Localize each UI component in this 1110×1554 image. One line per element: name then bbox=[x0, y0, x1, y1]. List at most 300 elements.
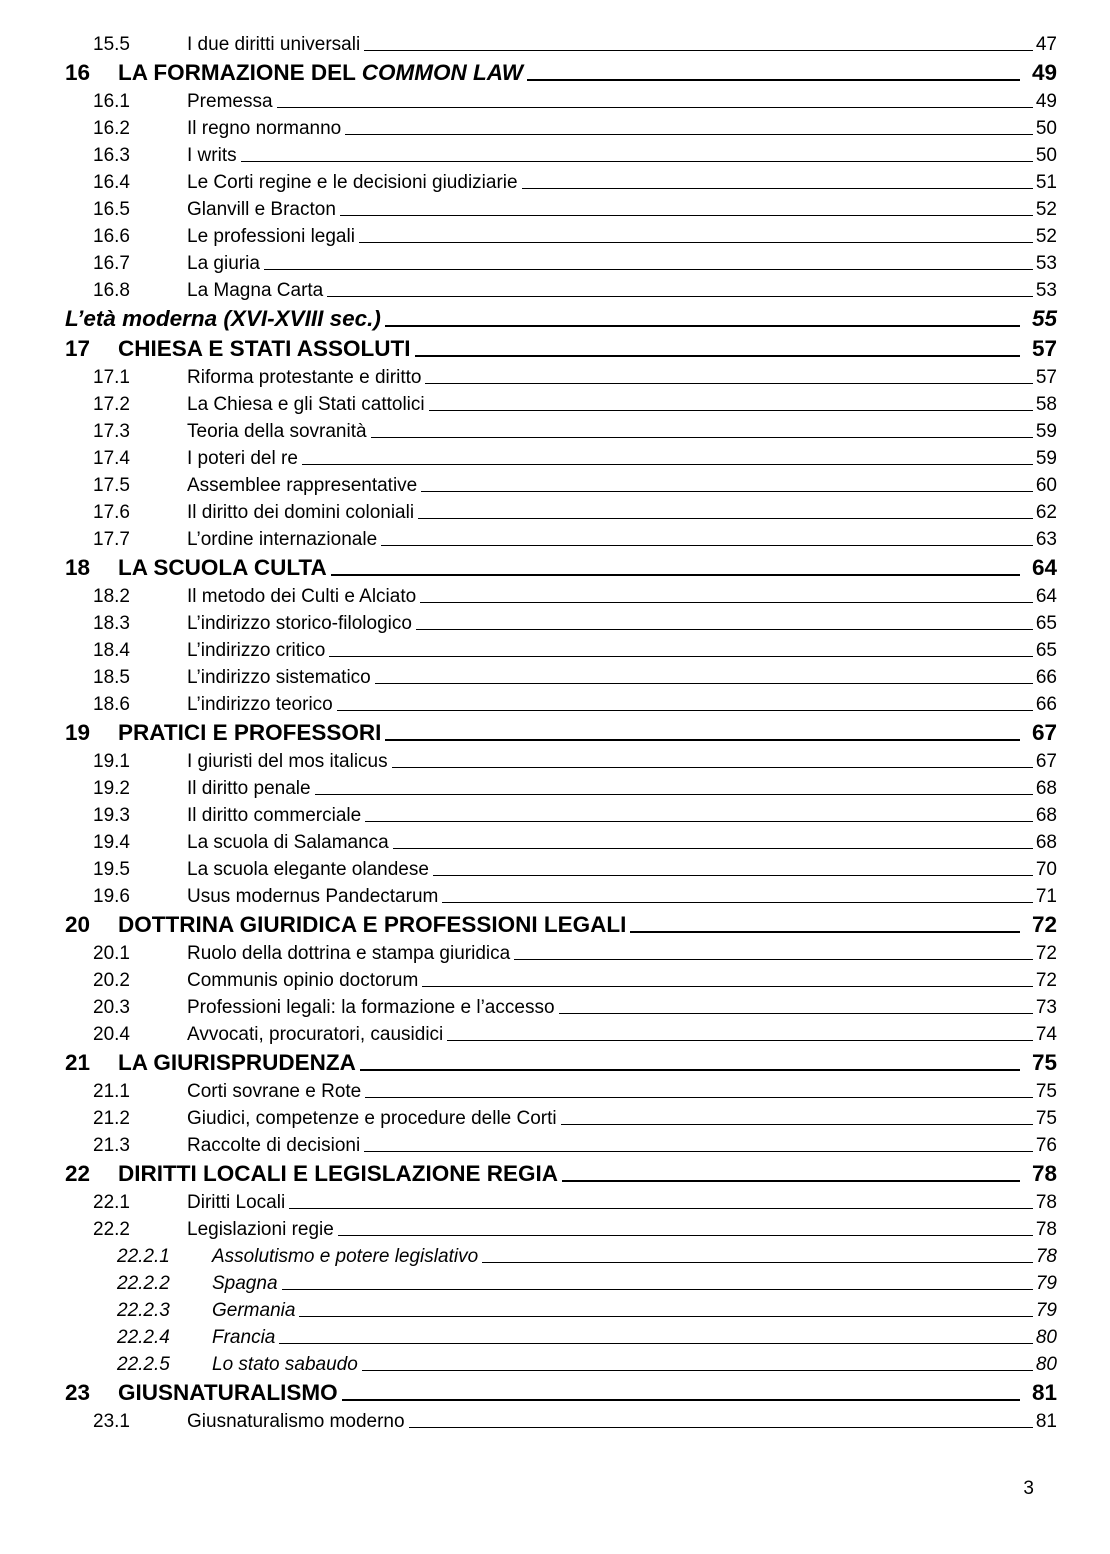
toc-page-number: 79 bbox=[1035, 1273, 1057, 1295]
toc-entry bbox=[0, 1296, 1057, 1323]
toc-leader-line bbox=[359, 242, 1033, 243]
toc-entry bbox=[0, 195, 1057, 222]
toc-entry-number: 18.3 bbox=[93, 613, 130, 635]
toc-entry-number: 22.2.4 bbox=[117, 1327, 170, 1349]
toc-page-number: 59 bbox=[1035, 448, 1057, 470]
toc-entry-number: 20.1 bbox=[93, 943, 130, 965]
toc-entry-number: 23.1 bbox=[93, 1411, 130, 1433]
toc-entry-number: 16.4 bbox=[93, 172, 130, 194]
toc-leader-line bbox=[385, 739, 1020, 741]
toc-entry-title-text: I due diritti universali bbox=[187, 34, 361, 56]
toc-entry-number: 18.4 bbox=[93, 640, 130, 662]
toc-leader-line bbox=[315, 794, 1033, 795]
toc-page-number: 65 bbox=[1035, 640, 1057, 662]
toc-leader-line bbox=[264, 269, 1033, 270]
toc-entry-number: 21.1 bbox=[93, 1081, 130, 1103]
toc-entry-title bbox=[187, 35, 360, 55]
toc-leader-line bbox=[362, 1370, 1033, 1371]
toc-leader-line bbox=[425, 383, 1033, 384]
toc-entry-number: 16.6 bbox=[93, 226, 130, 248]
toc-entry bbox=[0, 1158, 1057, 1188]
toc-entry-number: 19.4 bbox=[93, 832, 130, 854]
toc-leader-line bbox=[337, 710, 1033, 711]
toc-entry bbox=[0, 663, 1057, 690]
toc-page-number: 74 bbox=[1035, 1024, 1057, 1046]
toc-entry-title bbox=[187, 833, 389, 853]
toc-entry-number: 17.6 bbox=[93, 502, 130, 524]
toc-entry bbox=[0, 855, 1057, 882]
toc-entry-title bbox=[212, 1301, 295, 1321]
toc-entry bbox=[0, 747, 1057, 774]
toc-entry-title-text: L’indirizzo sistematico bbox=[187, 667, 371, 689]
toc-entry-title bbox=[187, 173, 518, 193]
toc-entry bbox=[0, 690, 1057, 717]
toc-leader-line bbox=[482, 1262, 1033, 1263]
toc-entry-title bbox=[118, 1381, 338, 1405]
toc-leader-line bbox=[393, 848, 1033, 849]
toc-entry bbox=[0, 417, 1057, 444]
toc-entry-title bbox=[187, 1025, 443, 1045]
page-number: 3 bbox=[1023, 1478, 1034, 1499]
toc-entry-number: 18 bbox=[65, 555, 91, 581]
toc-leader-line bbox=[421, 491, 1033, 492]
toc-page-number: 50 bbox=[1035, 118, 1057, 140]
toc-entry-title bbox=[187, 368, 421, 388]
toc-entry-title-text: LA FORMAZIONE DEL bbox=[118, 60, 362, 86]
toc-entry bbox=[0, 1269, 1057, 1296]
toc-page-number: 78 bbox=[1035, 1246, 1057, 1268]
toc-entry-title bbox=[65, 307, 381, 331]
toc-entry bbox=[0, 552, 1057, 582]
toc-entry-number: 18.2 bbox=[93, 586, 130, 608]
toc-page-number: 67 bbox=[1035, 751, 1057, 773]
toc-entry-title-text: Glanvill e Bracton bbox=[187, 199, 336, 221]
toc-entry-title-text: Ruolo della dottrina e stampa giuridica bbox=[187, 943, 511, 965]
toc-entry-title bbox=[187, 476, 417, 496]
toc-leader-line bbox=[375, 683, 1033, 684]
toc-entry bbox=[0, 471, 1057, 498]
toc-entry bbox=[0, 1188, 1057, 1215]
toc-entry bbox=[0, 1323, 1057, 1350]
toc-page-number: 47 bbox=[1035, 34, 1057, 56]
toc-leader-line bbox=[289, 1208, 1033, 1209]
toc-leader-line bbox=[365, 821, 1033, 822]
toc-entry bbox=[0, 909, 1057, 939]
toc-leader-line bbox=[364, 1151, 1033, 1152]
toc-leader-line bbox=[442, 902, 1033, 903]
toc-entry-title-text: Professioni legali: la formazione e l’accesso bbox=[187, 997, 555, 1019]
toc-page-number: 66 bbox=[1035, 667, 1057, 689]
toc-entry bbox=[0, 276, 1057, 303]
toc-entry-title-text: Assemblee rappresentative bbox=[187, 475, 418, 497]
toc-entry-number: 16.1 bbox=[93, 91, 130, 113]
toc-leader-line bbox=[522, 188, 1033, 189]
toc-entry bbox=[0, 168, 1057, 195]
toc-leader-line bbox=[559, 1013, 1033, 1014]
toc-entry-title-text: Giusnaturalismo moderno bbox=[187, 1411, 405, 1433]
toc-entry-number: 15.5 bbox=[93, 34, 130, 56]
toc-entry-number: 16 bbox=[65, 60, 91, 86]
toc-entry-title-text: I poteri del re bbox=[187, 448, 298, 470]
toc-entry-title bbox=[187, 1412, 405, 1432]
toc-page-number: 57 bbox=[1035, 367, 1057, 389]
toc-entry-title-text: L’indirizzo critico bbox=[187, 640, 326, 662]
toc-page-number: 81 bbox=[1035, 1411, 1057, 1433]
toc-page-number: 68 bbox=[1035, 805, 1057, 827]
toc-entry-title bbox=[118, 721, 381, 745]
toc-entry-number: 22 bbox=[65, 1161, 91, 1187]
toc-page-number: 49 bbox=[1031, 60, 1057, 86]
toc-entry-title bbox=[187, 614, 412, 634]
toc-entry-title bbox=[187, 668, 371, 688]
toc-leader-line bbox=[327, 296, 1033, 297]
toc-entry bbox=[0, 303, 1057, 333]
toc-entry-title bbox=[187, 887, 438, 907]
toc-page-number: 55 bbox=[1031, 306, 1057, 332]
toc-leader-line bbox=[630, 931, 1020, 933]
toc-leader-line bbox=[329, 656, 1033, 657]
toc-entry bbox=[0, 636, 1057, 663]
toc-page-number: 59 bbox=[1035, 421, 1057, 443]
toc-page-number: 80 bbox=[1035, 1354, 1057, 1376]
toc-entry-title-text: GIUSNATURALISMO bbox=[118, 1380, 338, 1406]
toc-entry-number: 17.5 bbox=[93, 475, 130, 497]
toc-page-number: 75 bbox=[1035, 1108, 1057, 1130]
toc-page-number: 50 bbox=[1035, 145, 1057, 167]
toc-leader-line bbox=[561, 1124, 1033, 1125]
toc-leader-line bbox=[241, 161, 1033, 162]
toc-entry-title-text: Assolutismo e potere legislativo bbox=[212, 1246, 479, 1268]
toc-entry-number: 21 bbox=[65, 1050, 91, 1076]
toc-entry-number: 20.3 bbox=[93, 997, 130, 1019]
toc-entry-title bbox=[187, 92, 273, 112]
toc-entry-title-text: Lo stato sabaudo bbox=[212, 1354, 358, 1376]
toc-entry-number: 19.1 bbox=[93, 751, 130, 773]
toc-entry-number: 20.4 bbox=[93, 1024, 130, 1046]
toc-entry-title bbox=[212, 1274, 278, 1294]
toc-entry-title-text: La Chiesa e gli Stati cattolici bbox=[187, 394, 425, 416]
toc-leader-line bbox=[282, 1289, 1033, 1290]
toc-leader-line bbox=[429, 410, 1033, 411]
toc-entry bbox=[0, 114, 1057, 141]
toc-entry-number: 17.7 bbox=[93, 529, 130, 551]
toc-entry-number: 17 bbox=[65, 336, 91, 362]
toc-list bbox=[0, 30, 1057, 1434]
toc-entry-number: 22.2.5 bbox=[117, 1354, 170, 1376]
toc-entry bbox=[0, 498, 1057, 525]
toc-entry bbox=[0, 1350, 1057, 1377]
toc-entry-number: 16.5 bbox=[93, 199, 130, 221]
toc-entry-title-text: L’indirizzo teorico bbox=[187, 694, 333, 716]
toc-entry-title-text: Il metodo dei Culti e Alciato bbox=[187, 586, 417, 608]
toc-entry-number: 22.2.3 bbox=[117, 1300, 170, 1322]
toc-entry-title bbox=[187, 227, 355, 247]
toc-entry-title bbox=[187, 779, 311, 799]
toc-leader-line bbox=[299, 1316, 1033, 1317]
toc-leader-line bbox=[420, 602, 1033, 603]
toc-entry-number: 16.7 bbox=[93, 253, 130, 275]
toc-entry-title-text: Raccolte di decisioni bbox=[187, 1135, 361, 1157]
toc-page-number: 53 bbox=[1035, 253, 1057, 275]
toc-page-number: 53 bbox=[1035, 280, 1057, 302]
toc-entry-number: 20.2 bbox=[93, 970, 130, 992]
toc-entry-title bbox=[187, 998, 555, 1018]
toc-entry-title bbox=[187, 503, 414, 523]
toc-entry-title-text: Il diritto commerciale bbox=[187, 805, 362, 827]
toc-page-number: 81 bbox=[1031, 1380, 1057, 1406]
toc-entry-number: 21.2 bbox=[93, 1108, 130, 1130]
toc-page-number: 52 bbox=[1035, 199, 1057, 221]
toc-entry-number: 21.3 bbox=[93, 1135, 130, 1157]
toc-page-number: 62 bbox=[1035, 502, 1057, 524]
toc-entry-number: 23 bbox=[65, 1380, 91, 1406]
toc-entry-title-text: La scuola elegante olandese bbox=[187, 859, 429, 881]
toc-page-number: 68 bbox=[1035, 778, 1057, 800]
toc-entry bbox=[0, 882, 1057, 909]
toc-leader-line bbox=[340, 215, 1033, 216]
toc-entry-title-text: I writs bbox=[187, 145, 237, 167]
toc-entry-title bbox=[187, 1193, 285, 1213]
toc-entry-title bbox=[187, 146, 237, 166]
toc-page-number: 67 bbox=[1031, 720, 1057, 746]
toc-entry-title-text: LA GIURISPRUDENZA bbox=[118, 1050, 356, 1076]
toc-entry bbox=[0, 1047, 1057, 1077]
toc-entry-title bbox=[187, 422, 367, 442]
toc-page-number: 72 bbox=[1031, 912, 1057, 938]
toc-entry bbox=[0, 966, 1057, 993]
toc-leader-line bbox=[385, 325, 1020, 327]
toc-entry-title-text: DOTTRINA GIURIDICA E PROFESSIONI LEGALI bbox=[118, 912, 627, 938]
toc-leader-line bbox=[345, 134, 1033, 135]
toc-entry-number: 17.4 bbox=[93, 448, 130, 470]
toc-entry-title-text: Legislazioni regie bbox=[187, 1219, 334, 1241]
toc-entry-title bbox=[187, 1109, 557, 1129]
toc-entry-title-text: LA SCUOLA CULTA bbox=[118, 555, 327, 581]
toc-entry-title-text: Corti sovrane e Rote bbox=[187, 1081, 362, 1103]
toc-leader-line bbox=[279, 1343, 1033, 1344]
toc-entry bbox=[0, 222, 1057, 249]
toc-entry-title-text: Il diritto dei domini coloniali bbox=[187, 502, 415, 524]
toc-page-number: 72 bbox=[1035, 943, 1057, 965]
toc-entry-title bbox=[187, 449, 298, 469]
toc-entry-number: 22.2.2 bbox=[117, 1273, 170, 1295]
toc-entry-title bbox=[118, 1162, 558, 1186]
toc-leader-line bbox=[514, 959, 1033, 960]
toc-page-number: 73 bbox=[1035, 997, 1057, 1019]
toc-page-number: 80 bbox=[1035, 1327, 1057, 1349]
toc-page-number: 49 bbox=[1035, 91, 1057, 113]
toc-leader-line bbox=[302, 464, 1033, 465]
toc-leader-line bbox=[360, 1069, 1020, 1071]
toc-entry-title-text: Francia bbox=[212, 1327, 276, 1349]
toc-entry bbox=[0, 1407, 1057, 1434]
toc-entry-title-text: Usus modernus Pandectarum bbox=[187, 886, 439, 908]
toc-entry-number: 18.5 bbox=[93, 667, 130, 689]
toc-entry bbox=[0, 363, 1057, 390]
toc-page-number: 76 bbox=[1035, 1135, 1057, 1157]
toc-entry bbox=[0, 993, 1057, 1020]
toc-entry-title bbox=[187, 1136, 360, 1156]
toc-entry bbox=[0, 30, 1057, 57]
toc-leader-line bbox=[433, 875, 1033, 876]
toc-leader-line bbox=[277, 107, 1033, 108]
toc-entry bbox=[0, 1377, 1057, 1407]
toc-entry bbox=[0, 1020, 1057, 1047]
toc-page-number: 60 bbox=[1035, 475, 1057, 497]
toc-entry-title-text: Le professioni legali bbox=[187, 226, 355, 248]
toc-leader-line bbox=[416, 629, 1033, 630]
toc-leader-line bbox=[331, 574, 1020, 576]
toc-entry bbox=[0, 582, 1057, 609]
toc-leader-line bbox=[415, 355, 1020, 357]
toc-page-number: 70 bbox=[1035, 859, 1057, 881]
toc-entry-title bbox=[187, 695, 333, 715]
toc-entry-title bbox=[187, 944, 510, 964]
toc-entry-title-text: Giudici, competenze e procedure delle Corti bbox=[187, 1108, 557, 1130]
toc-entry-title bbox=[187, 587, 416, 607]
toc-entry-title bbox=[187, 860, 429, 880]
toc-entry-title bbox=[187, 200, 336, 220]
toc-leader-line bbox=[371, 437, 1033, 438]
toc-entry bbox=[0, 1077, 1057, 1104]
toc-entry-title-text: Spagna bbox=[212, 1273, 278, 1295]
toc-entry-number: 18.6 bbox=[93, 694, 130, 716]
toc-page-number: 78 bbox=[1035, 1219, 1057, 1241]
toc-leader-line bbox=[527, 79, 1020, 81]
toc-entry-number: 19.2 bbox=[93, 778, 130, 800]
toc-entry-number: 17.2 bbox=[93, 394, 130, 416]
toc-entry-title-text: L’ordine internazionale bbox=[187, 529, 378, 551]
toc-entry-title bbox=[187, 806, 361, 826]
toc-leader-line bbox=[392, 767, 1033, 768]
toc-page-number: 66 bbox=[1035, 694, 1057, 716]
toc-entry-title bbox=[212, 1328, 275, 1348]
toc-leader-line bbox=[365, 1097, 1033, 1098]
toc-entry bbox=[0, 141, 1057, 168]
toc-entry bbox=[0, 828, 1057, 855]
toc-entry-number: 19.6 bbox=[93, 886, 130, 908]
toc-entry-title bbox=[187, 119, 341, 139]
toc-entry bbox=[0, 57, 1057, 87]
toc-leader-line bbox=[562, 1180, 1020, 1182]
toc-entry-title bbox=[118, 913, 626, 937]
toc-entry-title bbox=[118, 61, 523, 85]
toc-entry-title-text: Riforma protestante e diritto bbox=[187, 367, 422, 389]
toc-page-number: 64 bbox=[1035, 586, 1057, 608]
toc-entry-number: 22.2 bbox=[93, 1219, 130, 1241]
toc-entry-title-text: L’età moderna (XVI-XVIII sec.) bbox=[65, 306, 381, 332]
toc-entry-title-text: Premessa bbox=[187, 91, 273, 113]
toc-entry-title bbox=[187, 281, 323, 301]
toc-entry-title-text: La scuola di Salamanca bbox=[187, 832, 389, 854]
toc-entry-title bbox=[187, 254, 260, 274]
toc-entry-title bbox=[187, 530, 377, 550]
toc-page-number: 68 bbox=[1035, 832, 1057, 854]
toc-entry-title-text: CHIESA E STATI ASSOLUTI bbox=[118, 336, 411, 362]
toc-entry-number: 19.5 bbox=[93, 859, 130, 881]
toc-entry-title-text: DIRITTI LOCALI E LEGISLAZIONE REGIA bbox=[118, 1161, 559, 1187]
toc-entry-title-text: Germania bbox=[212, 1300, 296, 1322]
toc-entry-number: 17.1 bbox=[93, 367, 130, 389]
toc-entry-number: 19 bbox=[65, 720, 91, 746]
toc-entry bbox=[0, 333, 1057, 363]
toc-entry-title-text: Il diritto penale bbox=[187, 778, 311, 800]
toc-page-number: 51 bbox=[1035, 172, 1057, 194]
toc-page-number: 65 bbox=[1035, 613, 1057, 635]
toc-entry-number: 20 bbox=[65, 912, 91, 938]
toc-entry bbox=[0, 1131, 1057, 1158]
toc-entry-title-italic: COMMON LAW bbox=[361, 60, 523, 86]
toc-entry-title-text: L’indirizzo storico-filologico bbox=[187, 613, 412, 635]
page-footer bbox=[0, 1478, 1057, 1500]
toc-entry-number: 16.3 bbox=[93, 145, 130, 167]
toc-entry-number: 17.3 bbox=[93, 421, 130, 443]
toc-leader-line bbox=[342, 1399, 1020, 1401]
toc-page-number: 75 bbox=[1035, 1081, 1057, 1103]
toc-entry-title-text: Communis opinio doctorum bbox=[187, 970, 419, 992]
toc-entry bbox=[0, 444, 1057, 471]
toc-entry bbox=[0, 87, 1057, 114]
toc-entry-title-text: Il regno normanno bbox=[187, 118, 342, 140]
toc-entry-title bbox=[187, 395, 425, 415]
toc-entry bbox=[0, 390, 1057, 417]
toc-entry-title-text: La giuria bbox=[187, 253, 260, 275]
toc-entry-title bbox=[187, 641, 325, 661]
toc-entry-title bbox=[187, 1082, 361, 1102]
toc-entry bbox=[0, 249, 1057, 276]
toc-entry bbox=[0, 801, 1057, 828]
toc-entry-number: 22.2.1 bbox=[117, 1246, 170, 1268]
toc-page-number: 72 bbox=[1035, 970, 1057, 992]
toc-page-number: 78 bbox=[1035, 1192, 1057, 1214]
toc-entry-title-text: Le Corti regine e le decisioni giudiziarie bbox=[187, 172, 518, 194]
toc-entry-number: 22.1 bbox=[93, 1192, 130, 1214]
toc-entry bbox=[0, 1242, 1057, 1269]
toc-entry-title bbox=[212, 1355, 358, 1375]
toc-entry-title bbox=[118, 337, 411, 361]
toc-entry-title bbox=[187, 971, 418, 991]
toc-entry-title bbox=[187, 752, 388, 772]
toc-leader-line bbox=[422, 986, 1033, 987]
toc-entry-title bbox=[212, 1247, 478, 1267]
toc-leader-line bbox=[364, 50, 1033, 51]
toc-entry-number: 16.8 bbox=[93, 280, 130, 302]
toc-leader-line bbox=[409, 1427, 1033, 1428]
toc-entry bbox=[0, 1215, 1057, 1242]
toc-entry bbox=[0, 525, 1057, 552]
toc-entry-title bbox=[187, 1220, 334, 1240]
toc-page-number: 71 bbox=[1035, 886, 1057, 908]
toc-page-number: 79 bbox=[1035, 1300, 1057, 1322]
toc-entry bbox=[0, 774, 1057, 801]
toc-entry-title-text: Teoria della sovranità bbox=[187, 421, 367, 443]
toc-entry bbox=[0, 1104, 1057, 1131]
toc-entry-title-text: PRATICI E PROFESSORI bbox=[118, 720, 382, 746]
toc-leader-line bbox=[447, 1040, 1033, 1041]
toc-leader-line bbox=[418, 518, 1033, 519]
toc-entry-title bbox=[118, 556, 327, 580]
toc-page-number: 58 bbox=[1035, 394, 1057, 416]
toc-entry-title-text: La Magna Carta bbox=[187, 280, 324, 302]
toc-entry-title-text: Diritti Locali bbox=[187, 1192, 286, 1214]
toc-page-number: 63 bbox=[1035, 529, 1057, 551]
toc-leader-line bbox=[338, 1235, 1033, 1236]
toc-entry-number: 16.2 bbox=[93, 118, 130, 140]
toc-page-number: 52 bbox=[1035, 226, 1057, 248]
toc-entry-number: 19.3 bbox=[93, 805, 130, 827]
toc-entry bbox=[0, 939, 1057, 966]
toc-entry bbox=[0, 609, 1057, 636]
